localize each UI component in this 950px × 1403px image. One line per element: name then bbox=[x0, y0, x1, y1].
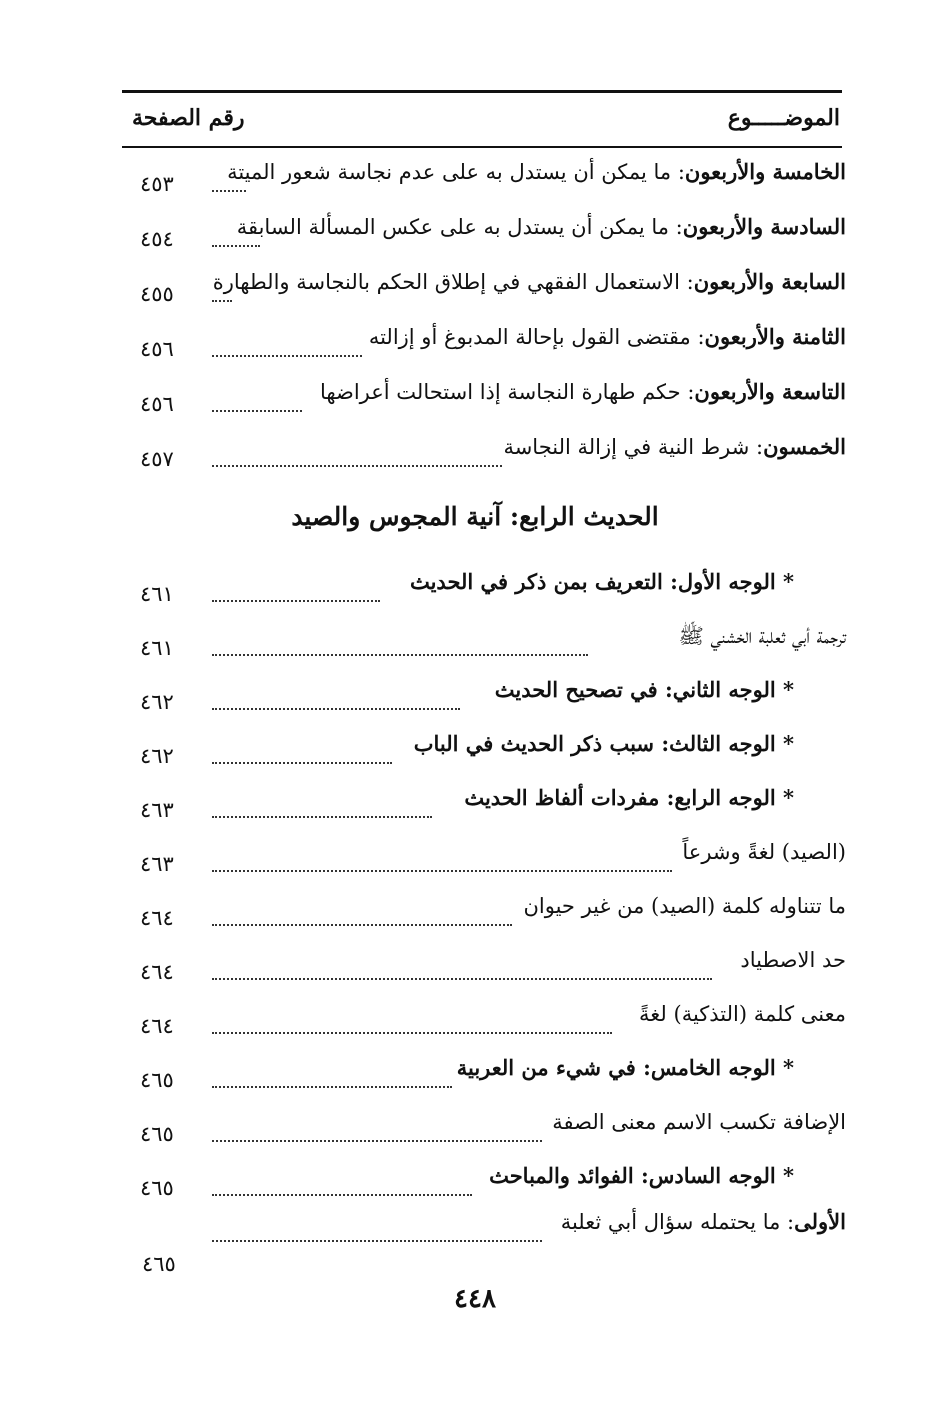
entry-text: ما تتناوله كلمة (الصيد) من غير حيوان bbox=[523, 894, 846, 918]
entry-text: التاسعة والأربعون: حكم طهارة النجاسة إذا استحالت أعراضها bbox=[319, 379, 846, 404]
entry-text: (الصيد) لغةً وشرعاً bbox=[682, 840, 846, 864]
entry-text: * الوجه السادس: الفوائد والمباحث bbox=[489, 1163, 794, 1188]
entry-text: * الوجه الثالث: سبب ذكر الحديث في الباب bbox=[413, 731, 794, 756]
entry-page: ٤٦٤ bbox=[140, 960, 174, 984]
leader-dots bbox=[212, 1184, 472, 1196]
entry-page: ٤٥٤ bbox=[140, 227, 174, 251]
entry-text: الخمسون: شرط النية في إزالة النجاسة bbox=[503, 434, 846, 459]
toc-entry bbox=[140, 612, 846, 660]
leader-dots bbox=[212, 590, 380, 602]
toc-entry bbox=[140, 368, 846, 416]
entry-text: الخامسة والأربعون: ما يمكن أن يستدل به على عدم نجاسة شعور الميتة bbox=[227, 159, 846, 184]
leader-dots bbox=[212, 860, 672, 872]
entry-text: * الوجه الثاني: في تصحيح الحديث bbox=[494, 677, 794, 702]
entry-text: * الوجه الأول: التعريف بمن ذكر في الحديث bbox=[409, 569, 794, 594]
entry-page: ٤٦٥ bbox=[140, 1176, 174, 1200]
leader-dots bbox=[212, 1022, 612, 1034]
leader-dots bbox=[212, 806, 432, 818]
toc-entry bbox=[140, 148, 846, 196]
leader-dots bbox=[212, 345, 362, 357]
entry-text: حد الاصطياد bbox=[740, 948, 846, 972]
toc-entry bbox=[140, 936, 846, 984]
entry-text: الأولى: ما يحتمله سؤال أبي ثعلبة bbox=[560, 1209, 846, 1234]
leader-dots bbox=[212, 180, 246, 192]
entry-page: ٤٥٦ bbox=[140, 392, 174, 416]
entry-page: ٤٦٢ bbox=[140, 744, 174, 768]
entry-page: ٤٥٥ bbox=[140, 282, 174, 306]
toc-entry bbox=[140, 882, 846, 930]
entry-page: ٤٦٥ bbox=[140, 1068, 174, 1092]
toc-entry bbox=[140, 1198, 846, 1246]
toc-entry bbox=[140, 1098, 846, 1146]
entry-page: ٤٥٣ bbox=[140, 172, 174, 196]
entry-page: ٤٦٥ bbox=[140, 1122, 174, 1146]
page-number: ٤٤٨ bbox=[454, 1284, 496, 1314]
toc-entry bbox=[140, 1152, 846, 1200]
leader-dots bbox=[212, 290, 232, 302]
leader-dots bbox=[212, 455, 502, 467]
toc-entry bbox=[140, 666, 846, 714]
leader-dots bbox=[212, 752, 392, 764]
entry-text: الإضافة تكسب الاسم معنى الصفة bbox=[552, 1110, 846, 1134]
leader-dots bbox=[212, 1130, 542, 1142]
entry-page: ٤٦٥ bbox=[142, 1252, 176, 1276]
toc-entry bbox=[140, 423, 846, 471]
entry-text: الثامنة والأربعون: مقتضى القول بإحالة المدبوغ أو إزالته bbox=[368, 324, 846, 349]
entry-page: ٤٥٧ bbox=[140, 447, 174, 471]
leader-dots bbox=[212, 914, 512, 926]
leader-dots bbox=[212, 968, 712, 980]
toc-entry bbox=[140, 203, 846, 251]
leader-dots bbox=[212, 644, 588, 656]
entry-text: السابعة والأربعون: الاستعمال الفقهي في إطلاق الحكم بالنجاسة والطهارة bbox=[212, 269, 846, 294]
page-column-header: رقم الصفحة bbox=[132, 105, 245, 131]
entry-text: * الوجه الرابع: مفردات ألفاظ الحديث bbox=[464, 785, 794, 810]
entry-page: ٤٦١ bbox=[140, 582, 174, 606]
toc-entry bbox=[140, 990, 846, 1038]
entry-text: السادسة والأربعون: ما يمكن أن يستدل به على عكس المسألة السابقة bbox=[236, 214, 846, 239]
top-rule bbox=[122, 90, 842, 93]
leader-dots bbox=[212, 1076, 452, 1088]
toc-entry bbox=[140, 828, 846, 876]
entry-page: ٤٦٤ bbox=[140, 1014, 174, 1038]
toc-entry bbox=[140, 774, 846, 822]
toc-entry bbox=[140, 720, 846, 768]
toc-entry bbox=[140, 558, 846, 606]
leader-dots bbox=[212, 1230, 542, 1242]
entry-text: معنى كلمة (التذكية) لغةً bbox=[639, 1002, 846, 1026]
leader-dots bbox=[212, 400, 302, 412]
entry-text: ترجمة أبي ثعلبة الخشني ﷺ bbox=[678, 624, 846, 648]
toc-entry bbox=[140, 258, 846, 306]
leader-dots bbox=[212, 698, 460, 710]
section-title: الحديث الرابع: آنية المجوس والصيد bbox=[291, 502, 659, 531]
entry-page: ٤٥٦ bbox=[140, 337, 174, 361]
topic-column-header: الموضـــــوع bbox=[727, 105, 840, 131]
entry-page: ٤٦٤ bbox=[140, 906, 174, 930]
entry-page: ٤٦١ bbox=[140, 636, 174, 660]
entry-page: ٤٦٣ bbox=[140, 798, 174, 822]
entry-page: ٤٦٣ bbox=[140, 852, 174, 876]
entry-page: ٤٦٢ bbox=[140, 690, 174, 714]
entry-text: * الوجه الخامس: في شيء من العربية bbox=[456, 1055, 794, 1080]
leader-dots bbox=[212, 235, 260, 247]
toc-entry bbox=[140, 313, 846, 361]
toc-entry bbox=[140, 1044, 846, 1092]
